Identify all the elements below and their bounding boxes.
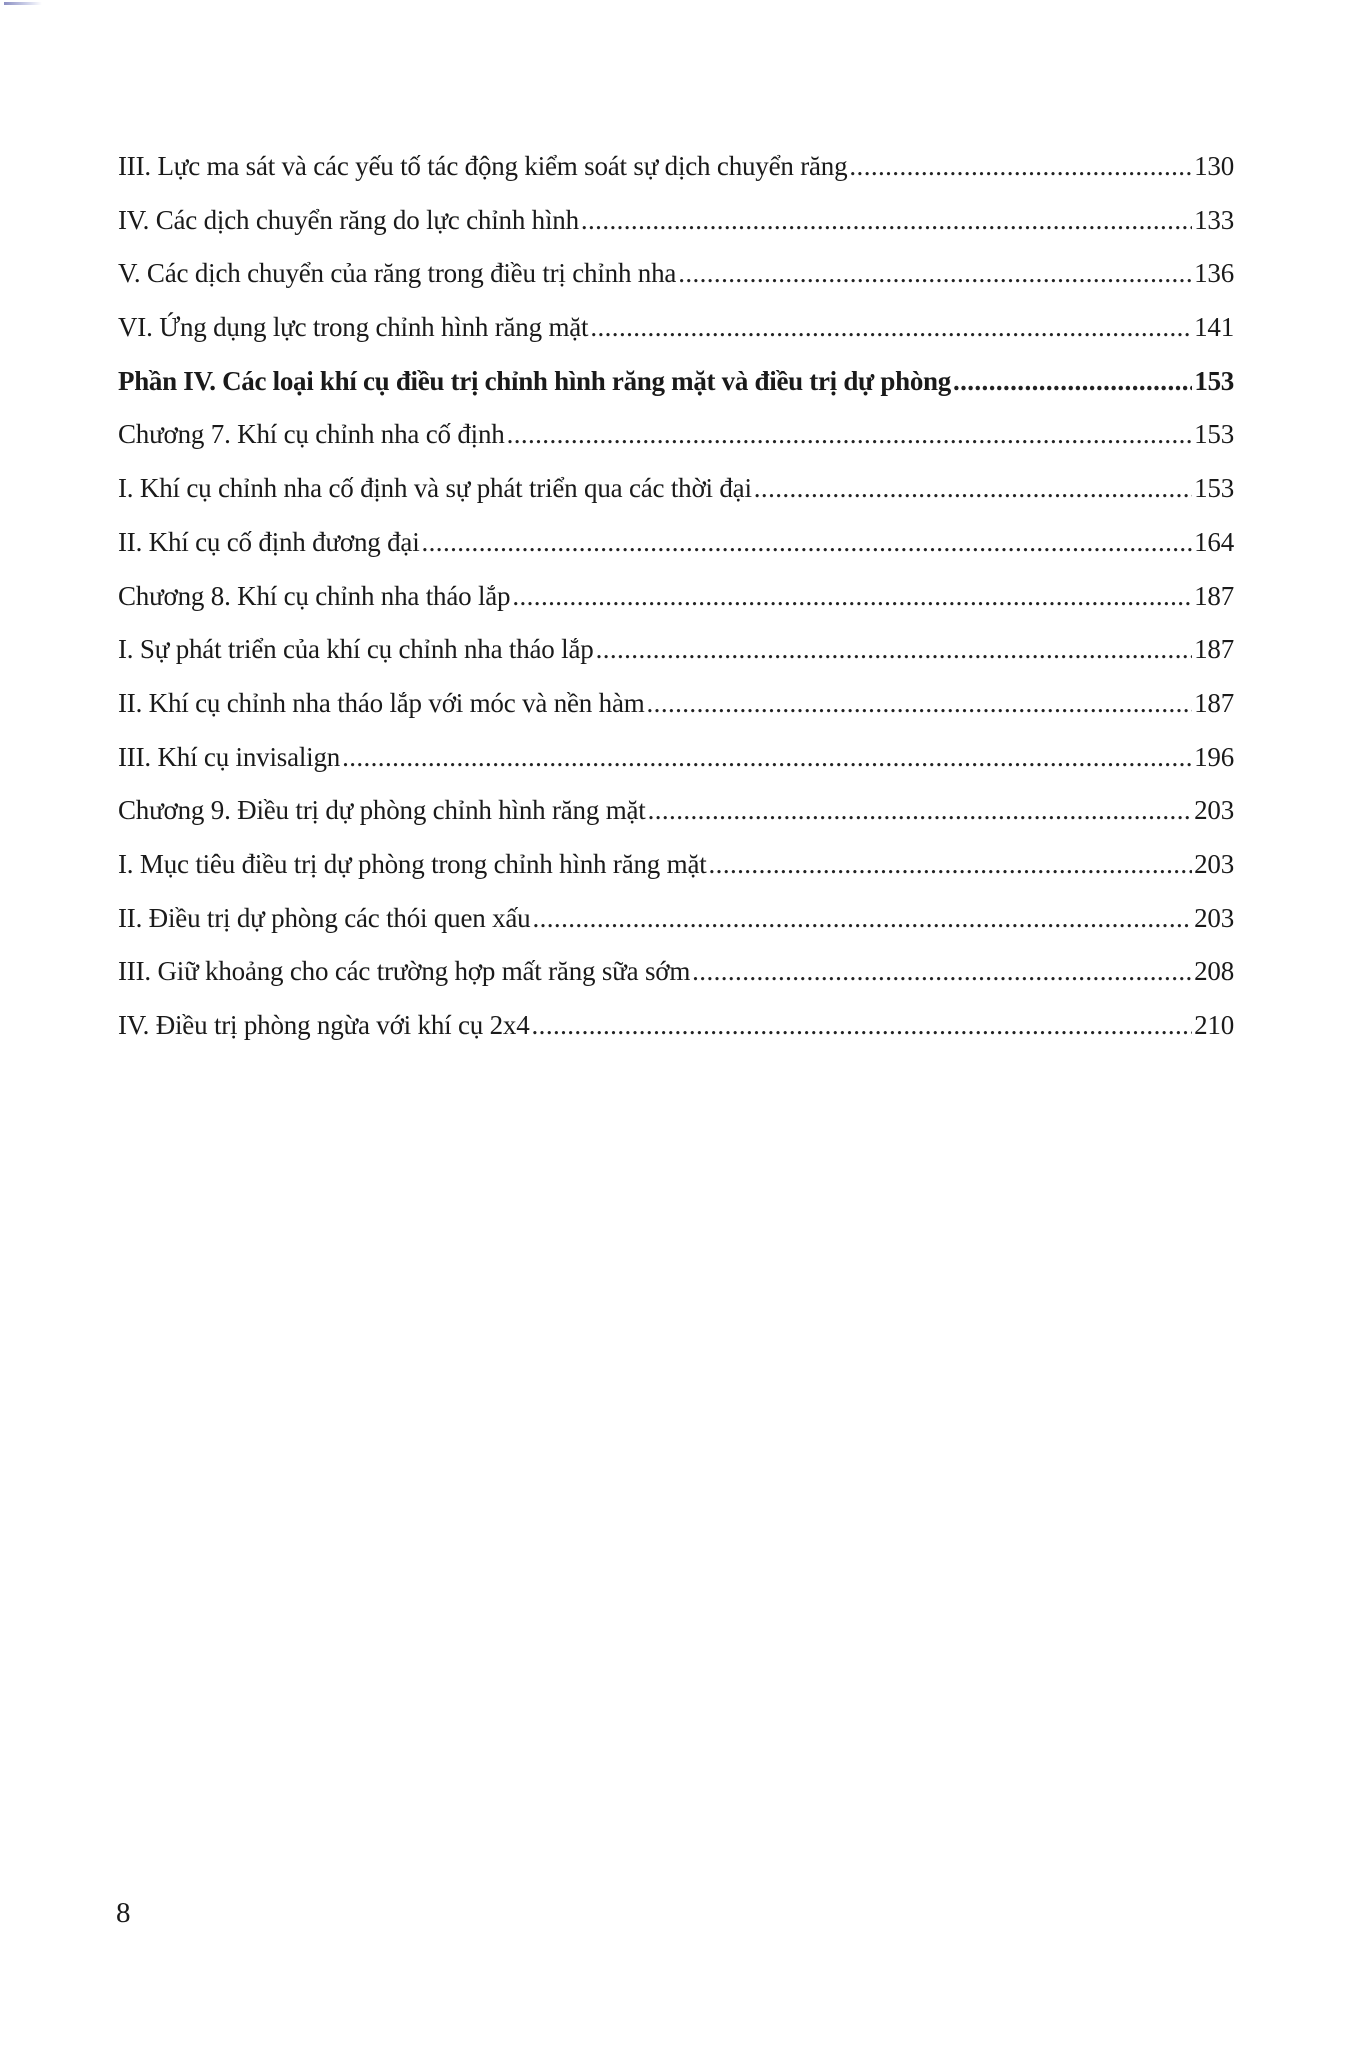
toc-entry-page: 187 bbox=[1194, 687, 1234, 718]
toc-entry-title: VI. Ứng dụng lực trong chỉnh hình răng mặt bbox=[118, 312, 589, 343]
dot-leader bbox=[532, 1005, 1193, 1045]
toc-entry bbox=[118, 898, 1234, 952]
toc-entry-title: II. Điều trị dự phòng các thói quen xấu bbox=[118, 902, 531, 933]
toc-entry-title: I. Mục tiêu điều trị dự phòng trong chỉnh hình răng mặt bbox=[118, 848, 707, 879]
toc-entry-title: IV. Điều trị phòng ngừa với khí cụ 2x4 bbox=[118, 1010, 530, 1040]
dot-leader bbox=[953, 361, 1192, 401]
toc-entry-page: 141 bbox=[1194, 312, 1234, 343]
toc-entry-title: II. Khí cụ chỉnh nha tháo lắp với móc và nền hàm bbox=[118, 687, 645, 718]
toc-entry-page: 130 bbox=[1194, 151, 1234, 181]
dot-leader bbox=[709, 844, 1193, 884]
dot-leader bbox=[342, 737, 1192, 777]
toc-entry bbox=[118, 951, 1234, 1005]
toc-entry-title: IV. Các dịch chuyển răng do lực chỉnh hình bbox=[118, 204, 579, 235]
toc-entry-page: 164 bbox=[1194, 526, 1234, 557]
toc-entry-title: Chương 7. Khí cụ chỉnh nha cố định bbox=[118, 419, 505, 450]
toc-entry bbox=[118, 307, 1234, 361]
toc-entry-title: III. Giữ khoảng cho các trường hợp mất răng sữa sớm bbox=[118, 956, 691, 987]
toc-entry-title: Chương 8. Khí cụ chỉnh nha tháo lắp bbox=[118, 580, 511, 611]
page-number: 8 bbox=[116, 1897, 131, 1929]
toc-entry-title: II. Khí cụ cố định đương đại bbox=[118, 526, 420, 557]
toc-part-heading bbox=[118, 361, 1234, 415]
dot-leader bbox=[754, 468, 1192, 508]
toc-entry bbox=[118, 844, 1234, 898]
dot-leader bbox=[590, 307, 1192, 347]
toc-entry bbox=[118, 253, 1234, 307]
toc-entry-page: 196 bbox=[1194, 741, 1234, 772]
dot-leader bbox=[581, 200, 1192, 240]
toc-entry bbox=[118, 1005, 1234, 1059]
toc-entry-page: 203 bbox=[1194, 902, 1234, 933]
dot-leader bbox=[532, 898, 1192, 938]
toc-entry-page: 208 bbox=[1194, 956, 1234, 987]
toc-chapter-entry bbox=[118, 414, 1234, 468]
toc-entry-page: 203 bbox=[1194, 795, 1234, 826]
toc-entry-title: I. Khí cụ chỉnh nha cố định và sự phát triển qua các thời đại bbox=[118, 473, 752, 504]
toc-entry-page: 136 bbox=[1194, 258, 1234, 289]
scan-edge-mark bbox=[4, 2, 42, 5]
toc-entry-title: I. Sự phát triển của khí cụ chỉnh nha tháo lắp bbox=[118, 634, 594, 665]
toc-entry-page: 210 bbox=[1194, 1010, 1234, 1040]
toc-entry-page: 153 bbox=[1194, 419, 1234, 450]
dot-leader bbox=[512, 576, 1192, 616]
toc-entry bbox=[118, 146, 1234, 200]
dot-leader bbox=[648, 790, 1193, 830]
toc-entry-page: 187 bbox=[1194, 580, 1234, 611]
dot-leader bbox=[849, 146, 1192, 186]
toc-chapter-entry bbox=[118, 576, 1234, 630]
toc-entry-page: 187 bbox=[1194, 634, 1234, 665]
toc-entry-title: Phần IV. Các loại khí cụ điều trị chỉnh hình răng mặt và điều trị dự phòng bbox=[118, 365, 951, 396]
dot-leader bbox=[692, 951, 1192, 991]
dot-leader bbox=[647, 683, 1193, 723]
toc-entry bbox=[118, 737, 1234, 791]
dot-leader bbox=[596, 629, 1193, 669]
toc-entry bbox=[118, 468, 1234, 522]
toc-entry bbox=[118, 629, 1234, 683]
dot-leader bbox=[678, 253, 1192, 293]
toc-entry bbox=[118, 522, 1234, 576]
toc-entry-title: III. Khí cụ invisalign bbox=[118, 741, 341, 772]
toc-entry-title: III. Lực ma sát và các yếu tố tác động kiểm soát sự dịch chuyển răng bbox=[118, 151, 848, 181]
toc-entry-title: V. Các dịch chuyển của răng trong điều trị chỉnh nha bbox=[118, 258, 677, 289]
toc-entry-page: 153 bbox=[1194, 365, 1234, 396]
toc-entry bbox=[118, 683, 1234, 737]
table-of-contents bbox=[118, 146, 1234, 1059]
toc-chapter-entry bbox=[118, 790, 1234, 844]
toc-entry-page: 153 bbox=[1194, 473, 1234, 504]
toc-entry-title: Chương 9. Điều trị dự phòng chỉnh hình răng mặt bbox=[118, 795, 646, 826]
dot-leader bbox=[507, 414, 1193, 454]
toc-entry-page: 203 bbox=[1194, 848, 1234, 879]
toc-entry-page: 133 bbox=[1194, 204, 1234, 235]
toc-entry bbox=[118, 200, 1234, 254]
dot-leader bbox=[422, 522, 1193, 562]
